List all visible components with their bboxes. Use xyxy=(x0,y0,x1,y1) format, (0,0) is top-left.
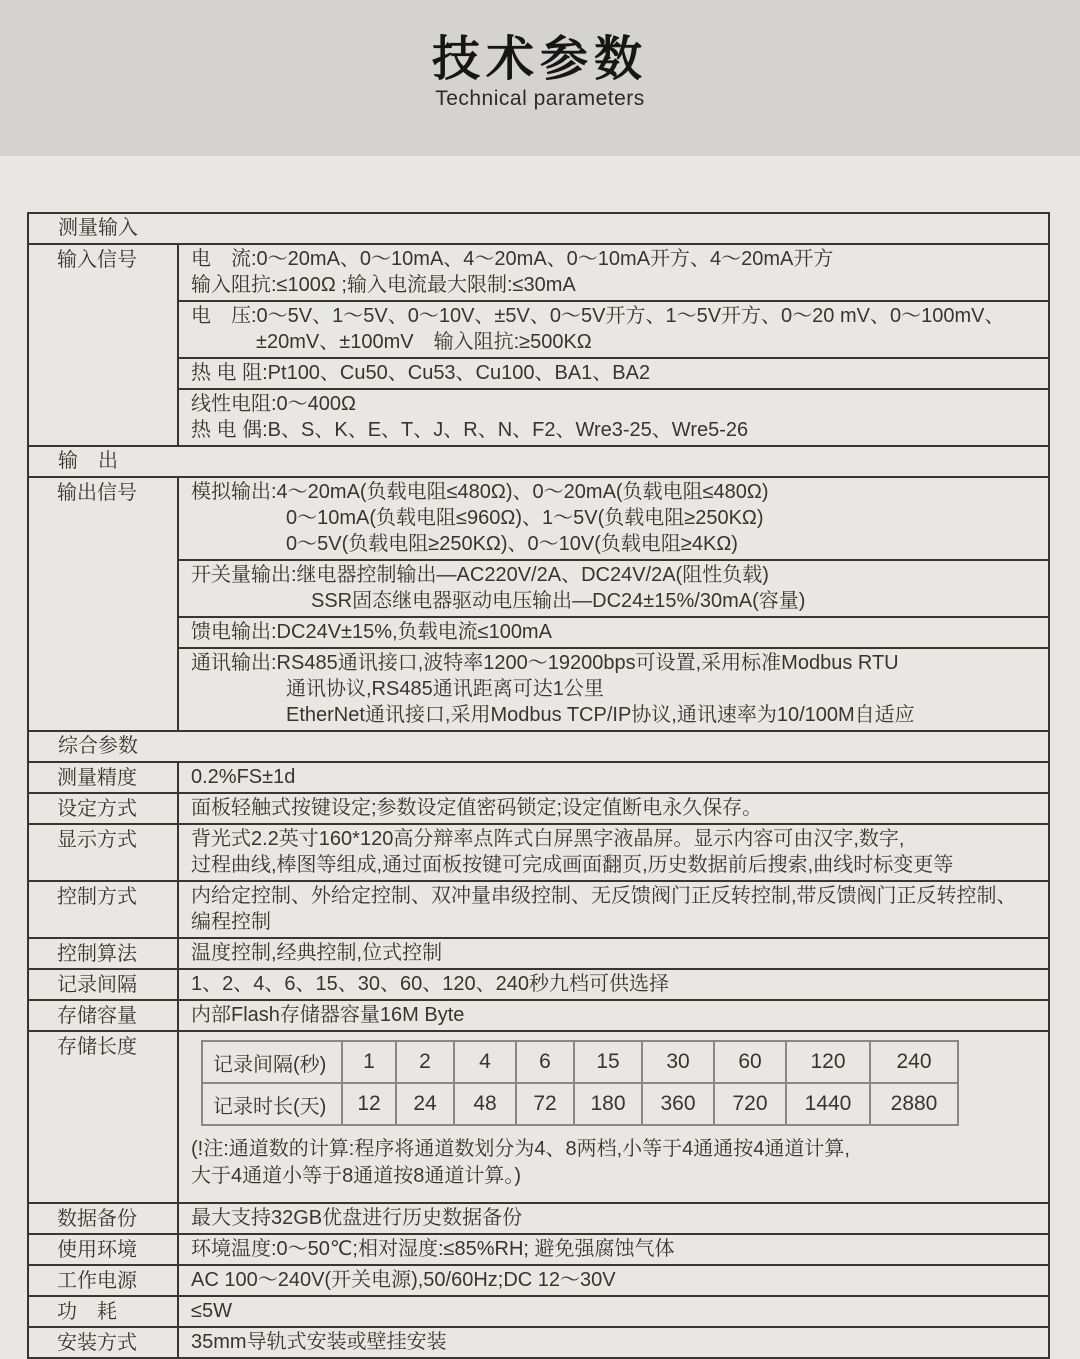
spec-value xyxy=(179,970,1048,999)
text-line: 通讯协议,RS485通讯距离可达1公里 xyxy=(286,678,604,700)
row-output-signal xyxy=(29,476,1048,730)
text-line: 模拟输出:4～20mA(负载电阻≤480Ω)、0～20mA(负载电阻≤480Ω) xyxy=(191,481,769,503)
storage-note xyxy=(191,1136,1046,1190)
storage-duration-value: 360 xyxy=(642,1083,714,1125)
spec-label: 设定方式 xyxy=(29,794,179,823)
page-title: 技术参数 xyxy=(431,33,648,86)
spec-value xyxy=(179,1001,1048,1030)
text-line: 0～5V(负载电阻≥250KΩ)、0～10V(负载电阻≥4KΩ) xyxy=(286,533,738,555)
text-line: 内给定控制、外给定控制、双冲量串级控制、无反馈阀门正反转控制,带反馈阀门正反转控制、 xyxy=(191,885,1017,907)
storage-interval-label: 记录间隔(秒) xyxy=(202,1041,342,1083)
row-setting xyxy=(29,792,1048,823)
storage-duration-value: 720 xyxy=(714,1083,786,1125)
spec-value xyxy=(179,1235,1048,1264)
storage-duration-value: 48 xyxy=(454,1083,516,1125)
text-line: 35mm导轨式安装或壁挂安装 xyxy=(191,1331,447,1353)
storage-duration-value: 1440 xyxy=(786,1083,870,1125)
section-header-output xyxy=(29,445,1048,476)
input-current-cell xyxy=(179,245,1048,300)
text-line: 输入阻抗:≤100Ω ;输入电流最大限制:≤30mA xyxy=(191,274,576,296)
row-control xyxy=(29,880,1048,937)
storage-duration-row xyxy=(202,1083,958,1125)
text-line: 热 电 阻:Pt100、Cu50、Cu53、Cu100、BA1、BA2 xyxy=(191,362,651,384)
row-interval xyxy=(29,968,1048,999)
spec-label: 安装方式 xyxy=(29,1328,179,1357)
text-line: 线性电阻:0～400Ω xyxy=(191,393,356,415)
text-line: EtherNet通讯接口,采用Modbus TCP/IP协议,通讯速率为10/100M自适应 xyxy=(286,704,915,726)
text-line: 大于4通道小等于8通道按8通道计算。) xyxy=(191,1165,522,1187)
text-line: 背光式2.2英寸160*120高分辩率点阵式白屏黑字液晶屏。显示内容可由汉字,数字, xyxy=(191,828,905,850)
output-switch-cell xyxy=(179,559,1048,616)
section-title: 输 出 xyxy=(58,450,118,472)
text-line: 内部Flash存储器容量16M Byte xyxy=(191,1004,465,1026)
row-storage-length xyxy=(29,1030,1048,1202)
spec-value xyxy=(179,763,1048,792)
section-header-general xyxy=(29,730,1048,761)
output-analog-cell xyxy=(179,478,1048,559)
row-power xyxy=(29,1264,1048,1295)
spec-label: 数据备份 xyxy=(29,1204,179,1233)
spec-value xyxy=(179,1328,1048,1357)
storage-duration-value: 24 xyxy=(396,1083,454,1125)
text-line: 1、2、4、6、15、30、60、120、240秒九档可供选择 xyxy=(191,973,669,995)
section-title: 测量输入 xyxy=(58,217,138,239)
spec-label: 工作电源 xyxy=(29,1266,179,1295)
spec-value xyxy=(179,794,1048,823)
section-header-measure-input xyxy=(29,214,1048,243)
text-line: AC 100～240V(开关电源),50/60Hz;DC 12～30V xyxy=(191,1269,616,1291)
row-mounting xyxy=(29,1326,1048,1357)
storage-interval-value: 240 xyxy=(870,1041,958,1083)
text-line: 0～10mA(负载电阻≤960Ω)、1～5V(负载电阻≥250KΩ) xyxy=(286,507,764,529)
row-input-signal xyxy=(29,243,1048,445)
row-backup xyxy=(29,1202,1048,1233)
page-subtitle: Technical parameters xyxy=(435,87,645,110)
spec-label: 记录间隔 xyxy=(29,970,179,999)
spec-label: 控制方式 xyxy=(29,882,179,937)
spec-label: 显示方式 xyxy=(29,825,179,880)
storage-interval-value: 4 xyxy=(454,1041,516,1083)
storage-interval-value: 15 xyxy=(574,1041,642,1083)
spec-label: 测量精度 xyxy=(29,763,179,792)
spec-value xyxy=(179,1204,1048,1233)
spec-label: 存储容量 xyxy=(29,1001,179,1030)
row-accuracy xyxy=(29,761,1048,792)
section-title: 综合参数 xyxy=(58,735,138,757)
input-linear-tc-cell xyxy=(179,388,1048,445)
spec-value-group xyxy=(179,245,1048,445)
spec-label: 使用环境 xyxy=(29,1235,179,1264)
storage-length-table xyxy=(201,1040,959,1126)
text-line: 通讯输出:RS485通讯接口,波特率1200～19200bps可设置,采用标准Modbus RTU xyxy=(191,652,899,674)
spec-label: 存储长度 xyxy=(29,1032,179,1202)
text-line: ±20mV、±100mV 输入阻抗:≥500KΩ xyxy=(256,331,592,353)
text-line: 编程控制 xyxy=(191,911,271,933)
spec-label: 功 耗 xyxy=(29,1297,179,1326)
storage-interval-value: 1 xyxy=(342,1041,396,1083)
storage-length-cell xyxy=(179,1032,1048,1202)
row-display xyxy=(29,823,1048,880)
text-line: (!注:通道数的计算:程序将通道数划分为4、8两档,小等于4通通按4通道计算, xyxy=(191,1138,850,1160)
text-line: 最大支持32GB优盘进行历史数据备份 xyxy=(191,1207,523,1229)
text-line: ≤5W xyxy=(191,1300,232,1322)
storage-interval-value: 120 xyxy=(786,1041,870,1083)
text-line: SSR固态继电器驱动电压输出—DC24±15%/30mA(容量) xyxy=(311,590,806,612)
input-voltage-cell xyxy=(179,300,1048,357)
storage-duration-value: 180 xyxy=(574,1083,642,1125)
storage-interval-value: 30 xyxy=(642,1041,714,1083)
storage-interval-value: 6 xyxy=(516,1041,574,1083)
spec-table xyxy=(27,212,1050,1359)
storage-interval-row xyxy=(202,1041,958,1083)
storage-interval-value: 60 xyxy=(714,1041,786,1083)
spec-label: 输出信号 xyxy=(29,478,179,730)
output-feed-cell xyxy=(179,616,1048,647)
text-line: 电 流:0～20mA、0～10mA、4～20mA、0～10mA开方、4～20mA开方 xyxy=(191,248,834,270)
text-line: 馈电输出:DC24V±15%,负载电流≤100mA xyxy=(191,621,552,643)
row-environment xyxy=(29,1233,1048,1264)
spec-value xyxy=(179,825,1048,880)
spec-value xyxy=(179,882,1048,937)
spec-value xyxy=(179,1297,1048,1326)
text-line: 过程曲线,棒图等组成,通过面板按键可完成画面翻页,历史数据前后搜索,曲线时标变更等 xyxy=(191,854,954,876)
storage-interval-value: 2 xyxy=(396,1041,454,1083)
spec-value xyxy=(179,939,1048,968)
text-line: 开关量输出:继电器控制输出—AC220V/2A、DC24V/2A(阻性负载) xyxy=(191,564,769,586)
text-line: 环境温度:0～50℃;相对湿度:≤85%RH; 避免强腐蚀气体 xyxy=(191,1238,675,1260)
spec-label: 输入信号 xyxy=(29,245,179,445)
output-comm-cell xyxy=(179,647,1048,730)
row-consumption xyxy=(29,1295,1048,1326)
row-algorithm xyxy=(29,937,1048,968)
text-line: 电 压:0～5V、1～5V、0～10V、±5V、0～5V开方、1～5V开方、0～20 mV、0～100mV、 xyxy=(191,305,1005,327)
text-line: 热 电 偶:B、S、K、E、T、J、R、N、F2、Wre3-25、Wre5-26 xyxy=(191,419,749,441)
text-line: 温度控制,经典控制,位式控制 xyxy=(191,942,443,964)
storage-duration-label: 记录时长(天) xyxy=(202,1083,342,1125)
text-line: 面板轻触式按键设定;参数设定值密码锁定;设定值断电永久保存。 xyxy=(191,797,763,819)
spec-value xyxy=(179,1266,1048,1295)
storage-duration-value: 2880 xyxy=(870,1083,958,1125)
spec-value-group xyxy=(179,478,1048,730)
text-line: 0.2%FS±1d xyxy=(191,766,296,788)
storage-duration-value: 72 xyxy=(516,1083,574,1125)
row-capacity xyxy=(29,999,1048,1030)
title-band xyxy=(0,0,1080,156)
storage-duration-value: 12 xyxy=(342,1083,396,1125)
spec-label: 控制算法 xyxy=(29,939,179,968)
input-rtd-cell xyxy=(179,357,1048,388)
